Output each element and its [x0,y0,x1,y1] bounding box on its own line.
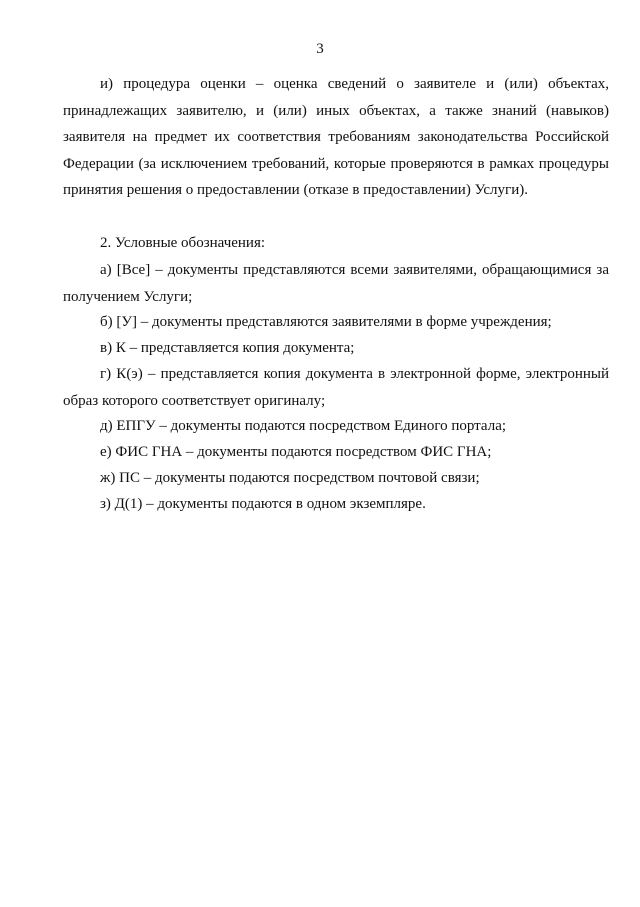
legend-item-institution: б) [У] – документы представляются заявителями в форме учреждения; [100,314,552,330]
legend-item-electronic-copy: г) К(э) – представляется копия документа в электронной форме, электронный образ которого соответствует оригиналу; [63,366,609,409]
page-number: 3 [316,41,324,57]
legend-item-all: а) [Все] – документы представляются всеми заявителями, обращающимися за получением Услуги; [63,262,609,305]
legend-item-copy: в) К – представляется копия документа; [100,340,355,356]
legend-item-single-copy: з) Д(1) – документы подаются в одном экземпляре. [100,496,426,512]
paragraph-i-assessment-procedure: и) процедура оценки – оценка сведений о заявителе и (или) объектах, принадлежащих заявителю, и (или) иных объектах, а также знаний (навыков) заявителя на предмет их соответствия требованиям законодательства Российской Федерации (за исключением требований, которые проверяются в рамках процедуры принятия решения о предоставлении (отказе в предоставлении) Услуги). [63,76,609,199]
section-heading-legend: 2. Условные обозначения: [100,235,266,251]
legend-item-fis-gna: е) ФИС ГНА – документы подаются посредством ФИС ГНА; [100,444,492,460]
legend-item-postal: ж) ПС – документы подаются посредством почтовой связи; [100,470,480,486]
legend-item-epgu: д) ЕПГУ – документы подаются посредством Единого портала; [100,418,507,434]
